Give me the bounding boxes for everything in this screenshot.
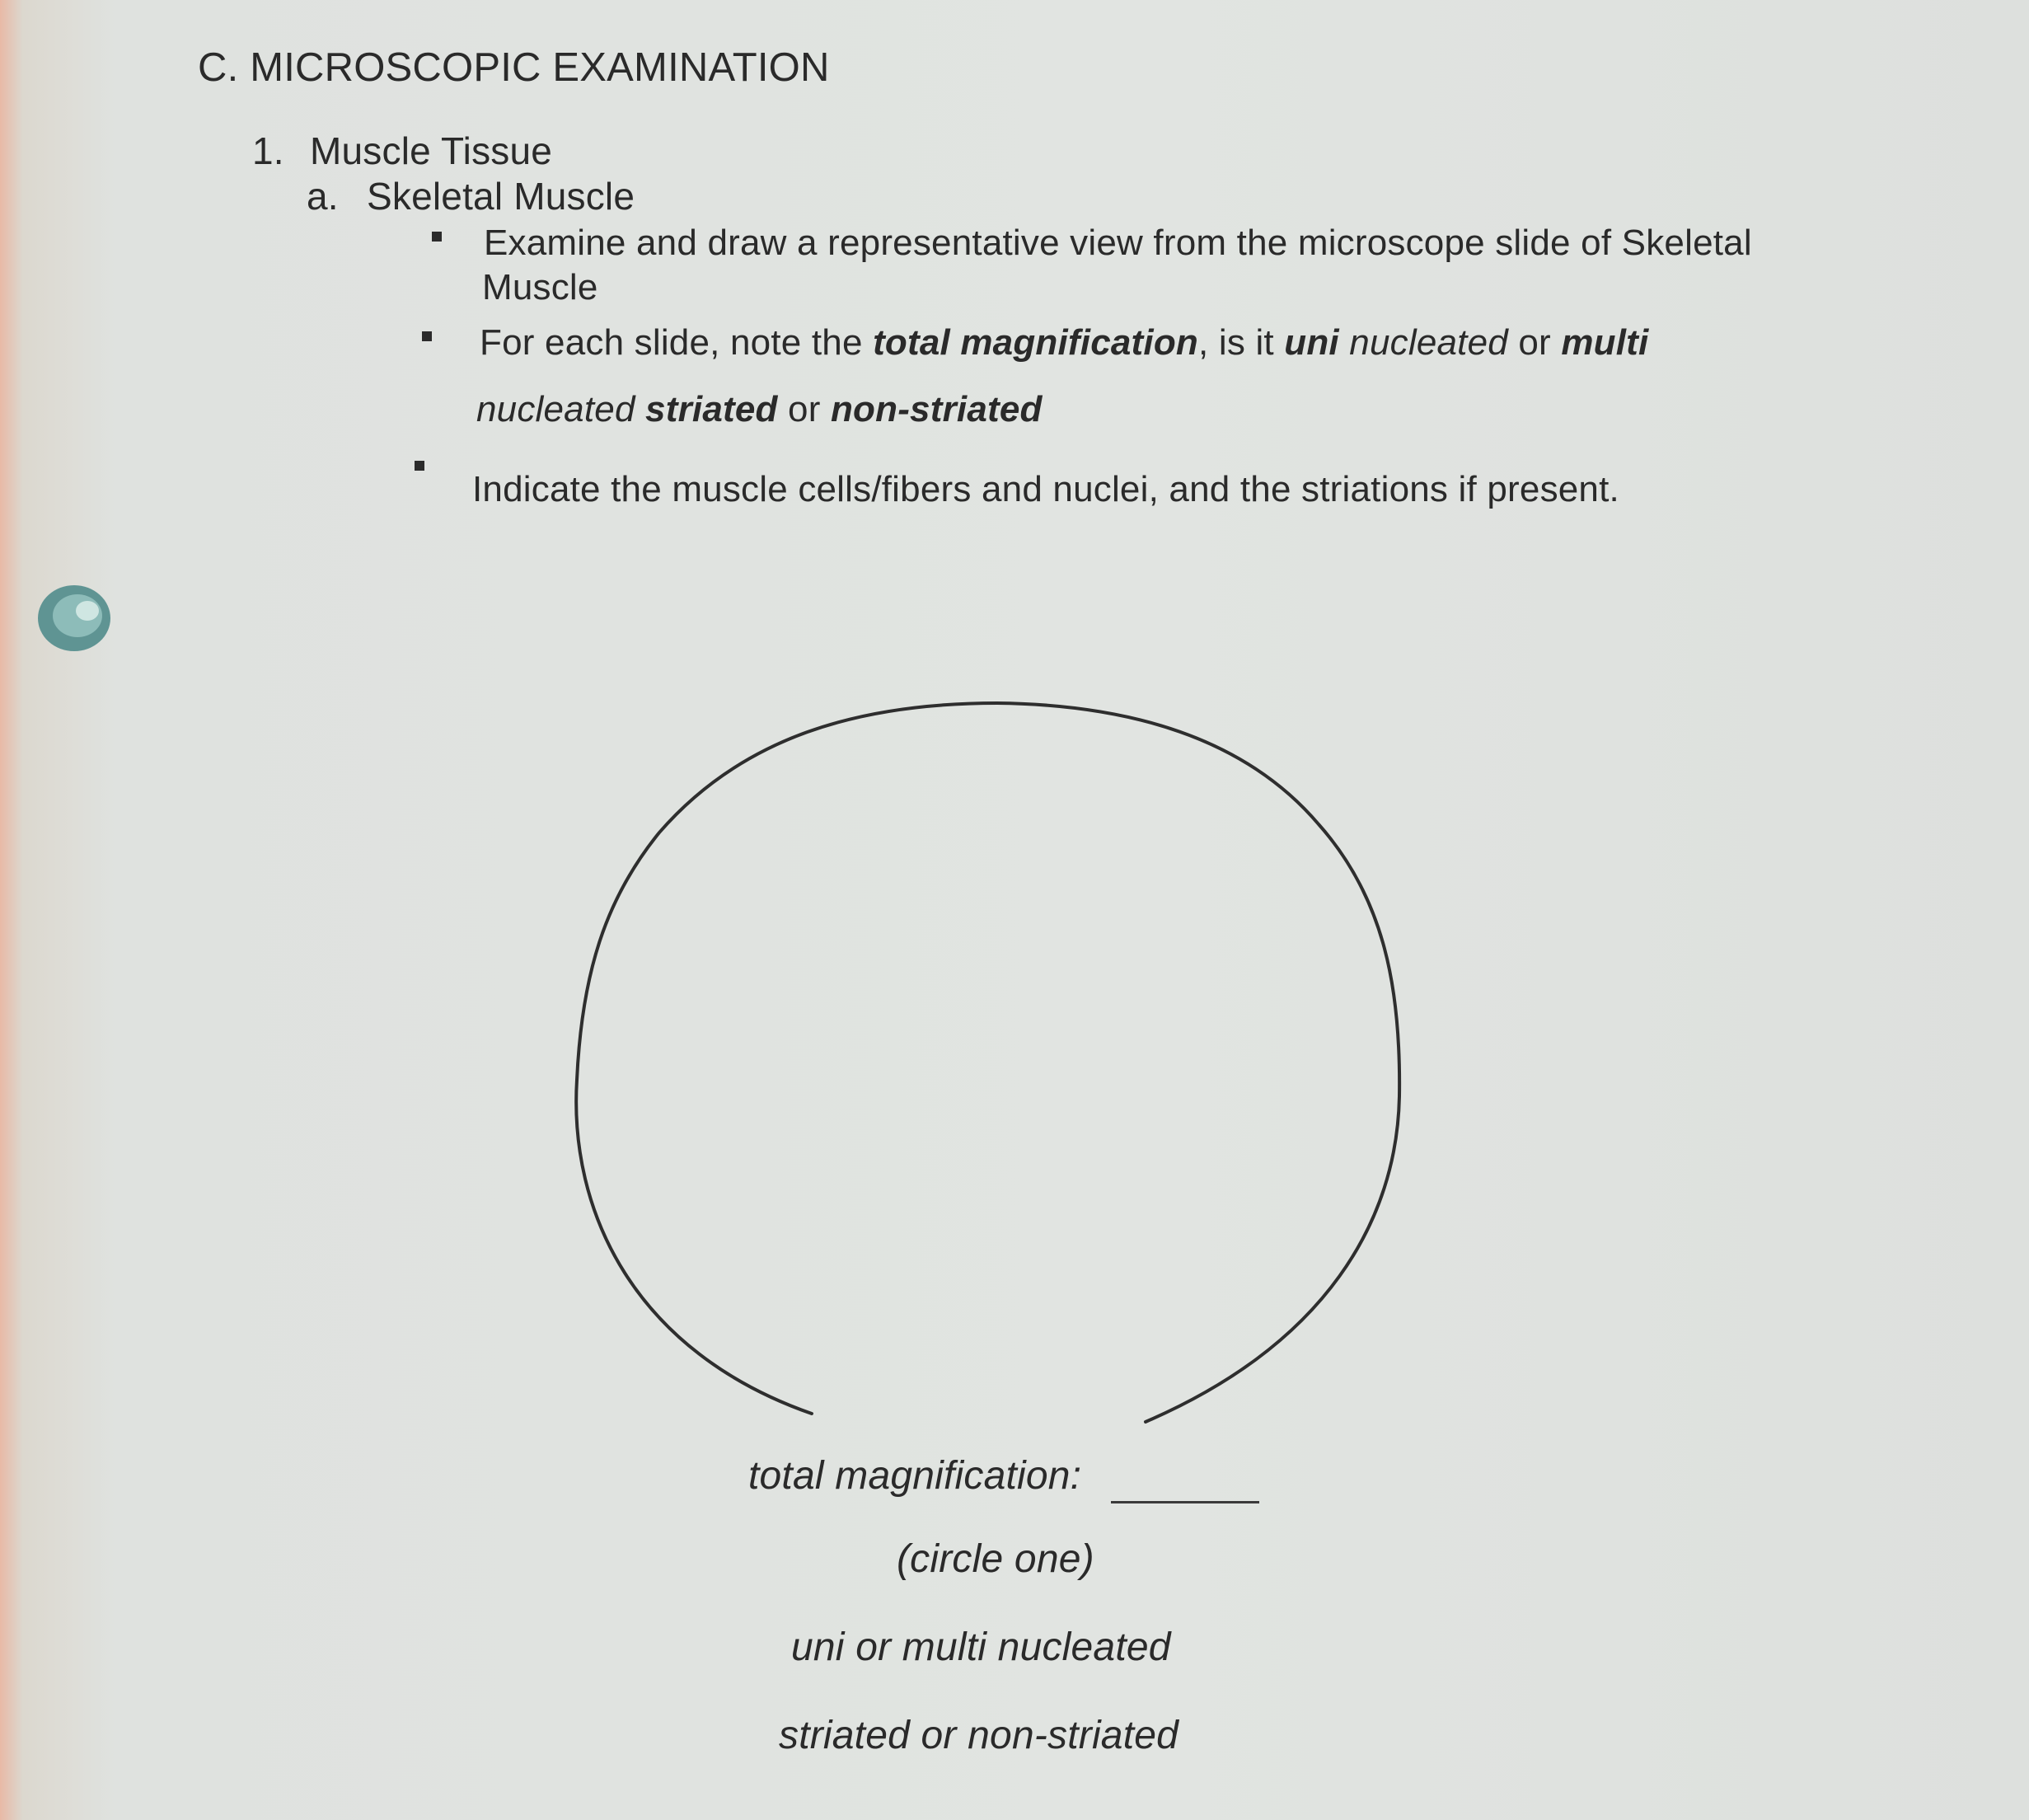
heading-number: 1. — [252, 129, 284, 172]
subheading-skeletal-muscle: Skeletal Muscle — [367, 175, 635, 218]
instruction-2-or: or — [777, 389, 831, 429]
instruction-2-nucleated: nucleated — [1338, 322, 1508, 363]
instruction-2-text: For each slide, note the — [480, 322, 874, 363]
instruction-2-multi: multi — [1561, 322, 1649, 363]
instruction-2-total-magnification: total magnification — [873, 322, 1198, 363]
instruction-2-striated: striated — [635, 389, 778, 429]
instruction-3: Indicate the muscle cells/fibers and nuclei, and the striations if present. — [472, 469, 1619, 509]
instruction-1-line-2: Muscle — [482, 267, 598, 307]
subheading-letter: a. — [307, 175, 339, 218]
circle-one-instruction: (circle one) — [897, 1537, 1094, 1581]
total-magnification-blank[interactable] — [1111, 1501, 1259, 1503]
instruction-2-or: or — [1507, 322, 1562, 363]
total-magnification-label: total magnification: — [748, 1454, 1082, 1498]
section-title: C. MICROSCOPIC EXAMINATION — [198, 45, 830, 90]
instruction-2-text: , is it — [1198, 322, 1285, 363]
nucleation-options[interactable]: uni or multi nucleated — [791, 1625, 1171, 1669]
instruction-1-line-1: Examine and draw a representative view from the microscope slide of Skeletal — [484, 223, 1752, 263]
instruction-2-uni: uni — [1284, 322, 1339, 363]
instruction-2-non-striated: non-striated — [830, 389, 1043, 429]
heading-muscle-tissue: Muscle Tissue — [310, 129, 553, 172]
instruction-2-nucleated: nucleated — [476, 389, 635, 429]
striation-options[interactable]: striated or non-striated — [779, 1714, 1179, 1757]
